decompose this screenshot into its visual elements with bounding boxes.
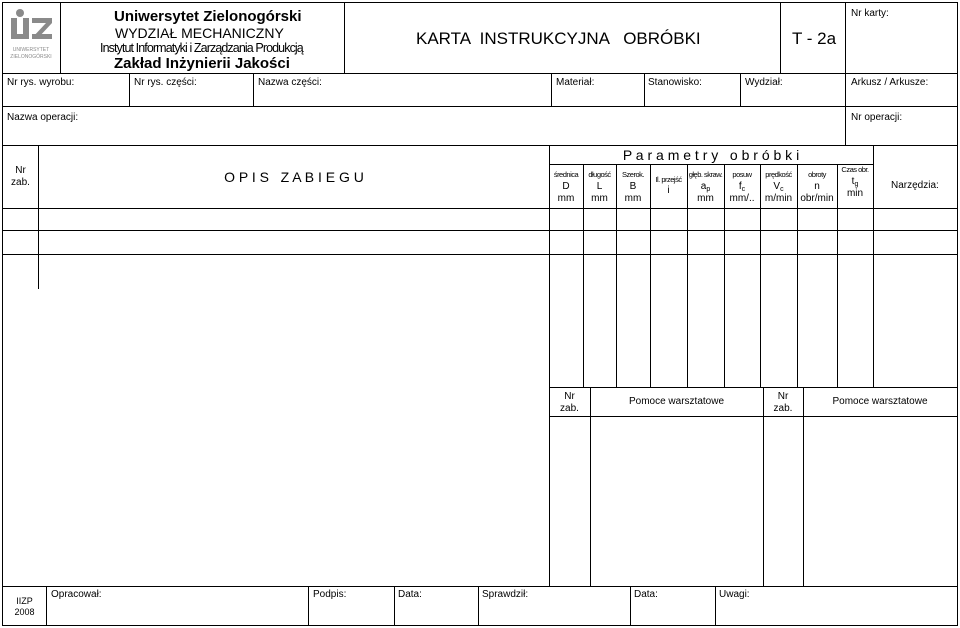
- param-length: długość L mm: [588, 170, 611, 204]
- param-width: Szerok. B mm: [622, 170, 644, 204]
- aids-step-number-header-2: Nr zab.: [773, 391, 793, 414]
- param-speed: prędkość $V_c$ m/min: [764, 170, 793, 204]
- product-drawing-label: Nr rys. wyrobu:: [7, 77, 75, 88]
- tools-header: Narzędzia:: [891, 180, 939, 191]
- card-number-label: Nr karty:: [851, 8, 889, 19]
- aids-label-2: Pomoce warsztatowe: [832, 396, 928, 407]
- param-time: Czas obr. $t_g$ min: [841, 165, 869, 199]
- faculty-name: WYDZIAŁ MECHANICZNY: [115, 25, 284, 41]
- part-name-label: Nazwa części:: [258, 77, 322, 88]
- param-diameter: średnica D mm: [553, 170, 579, 204]
- logo-text-line1: UNIWERSYTET: [12, 47, 50, 53]
- param-passes: Il. przejść i: [655, 175, 682, 196]
- university-name: Uniwersytet Zielonogórski: [114, 8, 302, 25]
- part-drawing-label: Nr rys. części:: [134, 77, 197, 88]
- step-number-header: Nr zab.: [11, 165, 30, 188]
- aids-label-1: Pomoce warsztatowe: [628, 396, 725, 407]
- uz-logo-icon: [6, 6, 56, 46]
- logo-text-line2: ZIELONOGÓRSKI: [10, 54, 52, 60]
- checked-by-label: Sprawdził:: [482, 589, 529, 600]
- prepared-by-label: Opracował:: [51, 589, 102, 600]
- material-label: Materiał:: [556, 77, 595, 88]
- param-depth: głęb. skraw. $a_p$ mm: [688, 170, 723, 204]
- parameters-header: P a r a m e t r y o b r ó b k i: [622, 147, 800, 163]
- workstation-label: Stanowisko:: [648, 77, 702, 88]
- operation-number-label: Nr operacji:: [851, 112, 903, 123]
- date-label-1: Data:: [398, 589, 422, 600]
- division-label: Wydział:: [745, 77, 783, 88]
- card-code: T - 2a: [792, 29, 837, 48]
- param-rpm: obroty n obr/min: [800, 170, 834, 204]
- sheets-label: Arkusz / Arkusze:: [851, 77, 929, 88]
- param-feed: posuw $f_c$ mm/..: [729, 170, 755, 204]
- operation-name-label: Nazwa operacji:: [7, 112, 79, 123]
- institute-name: Instytut Informatyki i Zarządzania Produkcją: [100, 41, 303, 55]
- form-code: IIZP 2008: [14, 596, 35, 617]
- description-header: O P I S Z A B I E G U: [224, 169, 364, 185]
- department-name: Zakład Inżynierii Jakości: [114, 55, 290, 72]
- date-label-2: Data:: [634, 589, 658, 600]
- notes-label: Uwagi:: [719, 589, 750, 600]
- card-title: KARTA INSTRUKCYJNA OBRÓBKI: [416, 29, 701, 48]
- signature-label: Podpis:: [313, 589, 347, 600]
- university-logo: [6, 6, 56, 68]
- aids-step-number-header-1: Nr zab.: [560, 391, 579, 414]
